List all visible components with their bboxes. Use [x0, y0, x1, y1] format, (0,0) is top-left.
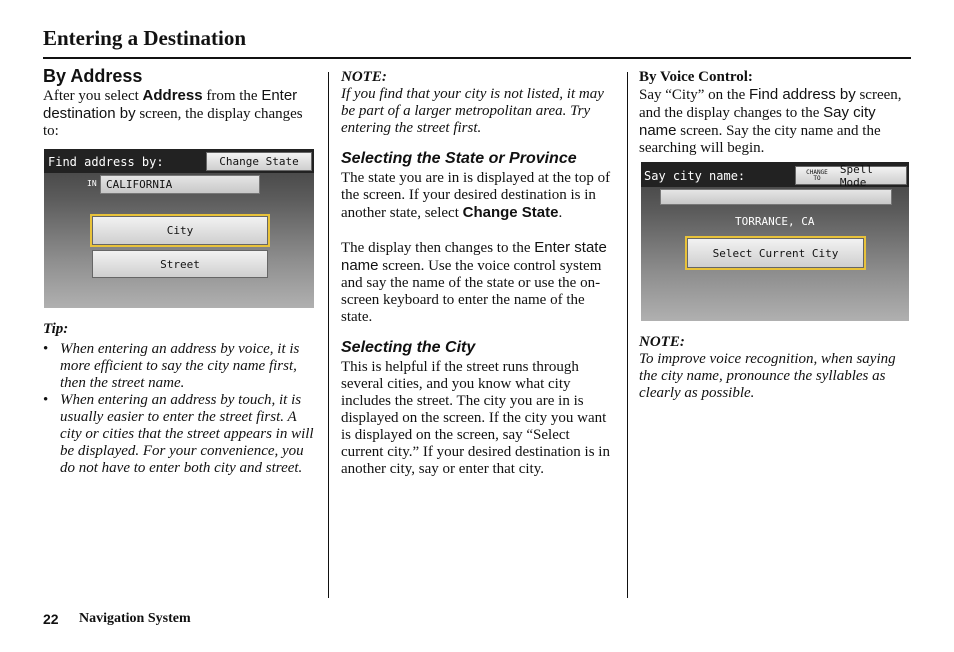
find-address-screen [44, 149, 314, 308]
voice-text-1: Say “City” on the [639, 87, 749, 103]
tips-section [43, 321, 315, 477]
intro-text-1: After you select [43, 88, 143, 104]
column-divider-1 [328, 72, 329, 598]
city-name-field[interactable] [660, 189, 892, 205]
voice-control-paragraph [639, 86, 907, 157]
column-3 [639, 69, 907, 157]
street-button[interactable]: Street [92, 250, 268, 278]
spell-mode-button[interactable] [795, 162, 907, 189]
page-number: 22 [43, 611, 59, 627]
title-rule [43, 57, 911, 59]
note-label: NOTE: [341, 69, 387, 85]
state-text-2b: screen. Use the voice control system and say the name of the state or use the on-screen keyboard to enter the name of the state. [341, 258, 602, 325]
state-text-end: . [558, 205, 563, 221]
city-paragraph: This is helpful if the street runs through several cities, and you know what city includes the street. The city you are in is displayed on the screen. If the city you want is displayed on the screen, say “Select current city.” If your desired destination is in another city, say or enter that city. [341, 359, 610, 477]
voice-note-section [639, 334, 907, 402]
voice-text-2: screen, and the display changes to the [639, 87, 902, 121]
find-address-title: Find address by: [48, 155, 164, 169]
footer-section: Navigation System [79, 611, 191, 626]
select-current-city-button[interactable]: Select Current City [687, 238, 864, 268]
tip-item: • When entering an address by touch, it is usually easier to enter the street first. A city or cities that the street appears in will be displayed. For your convenience, you do not have to enter both city and street. [43, 392, 315, 477]
by-address-intro [43, 87, 315, 140]
spell-mode-label: Spell Mode [839, 162, 874, 189]
column-divider-2 [627, 72, 628, 598]
change-state-keyword: Change State [462, 204, 559, 221]
state-tag: IN [87, 179, 97, 188]
column-2 [341, 69, 611, 478]
change-label: CHANGE [806, 168, 828, 176]
say-city-name-screen [641, 162, 909, 321]
voice-note-text: To improve voice recognition, when saying the city name, pronounce the syllables as clearly as possible. [639, 351, 896, 401]
change-to-label [802, 170, 832, 182]
current-city-text: TORRANCE, CA [735, 215, 815, 228]
tip-label: Tip: [43, 321, 69, 337]
note-text: If you find that your city is not listed, it may be part of a larger metropolitan area. Try entering the street first. [341, 86, 604, 136]
state-paragraph-1 [341, 170, 611, 222]
find-address-keyword: Find address by [748, 86, 856, 103]
city-heading: Selecting the City [341, 339, 476, 356]
city-button[interactable]: City [92, 216, 268, 245]
state-text-1: The state you are in is displayed at the top of the screen. If your desired destination is in another state, select [341, 170, 611, 221]
intro-text-2: from the [202, 88, 262, 104]
to-label: TO [813, 174, 821, 182]
intro-keyword-address: Address [142, 87, 203, 104]
say-city-name-keyword: Say city name [639, 104, 876, 139]
state-field: CALIFORNIA [100, 175, 260, 194]
by-address-heading: By Address [43, 66, 143, 86]
intro-text-3: screen, the display changes to: [43, 106, 303, 139]
voice-control-heading: By Voice Control: [639, 69, 753, 85]
page-title: Entering a Destination [43, 26, 247, 50]
change-state-button[interactable]: Change State [206, 152, 312, 171]
state-text-2a: The display then changes to the [341, 240, 535, 256]
say-city-name-title: Say city name: [644, 169, 746, 183]
voice-note-label: NOTE: [639, 334, 685, 350]
intro-keyword-enter-destination: Enter destination by [43, 87, 298, 122]
state-paragraph-2 [341, 239, 611, 326]
enter-state-name-keyword: Enter state name [341, 239, 607, 274]
voice-text-3: screen. Say the city name and the searching will begin. [639, 123, 881, 156]
tips-list [43, 341, 315, 477]
state-heading: Selecting the State or Province [341, 150, 577, 167]
column-1 [43, 68, 315, 140]
tip-item: • When entering an address by voice, it is more efficient to say the city name first, then the street name. [43, 341, 315, 392]
